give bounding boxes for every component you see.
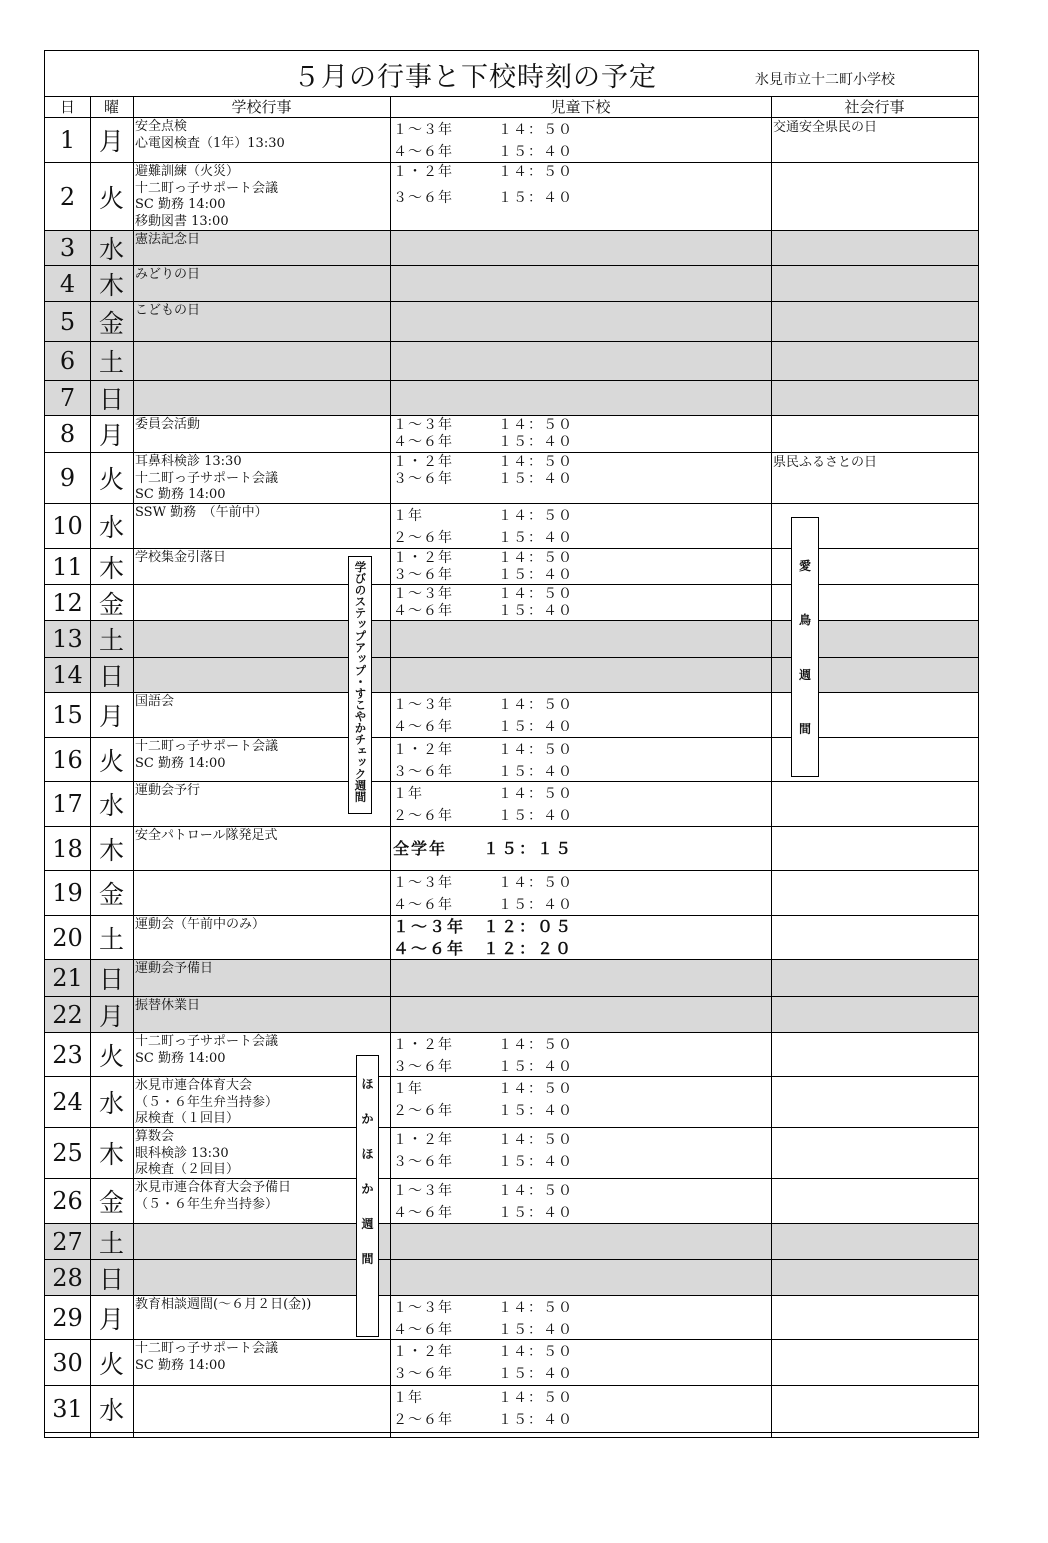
dismissal-times <box>393 659 771 692</box>
social-events <box>773 1297 978 1339</box>
weekday: 水 <box>98 235 124 264</box>
school-events: 学校集金引落日 <box>135 550 227 565</box>
weekday: 月 <box>98 127 124 156</box>
day-number: 11 <box>52 552 83 581</box>
school-events <box>135 382 389 415</box>
weekday: 日 <box>98 965 124 994</box>
social-events <box>773 1387 978 1432</box>
school-events: 運動会予行 <box>135 783 201 798</box>
table-row <box>45 827 978 871</box>
social-events <box>773 783 978 826</box>
dismissal-times: １年 １４：５０ ２～６年 １５：４０ <box>393 1390 573 1428</box>
weekday: 木 <box>98 835 124 865</box>
dismissal-times <box>393 1261 771 1295</box>
table-row <box>45 782 978 827</box>
school-events: 耳鼻科検診 13:30 十二町っ子サポート会議 SC 勤務 14:00 <box>135 454 279 502</box>
day-number: 22 <box>52 1000 83 1029</box>
table-row <box>45 916 978 960</box>
social-events <box>773 417 978 452</box>
week-label-hokahoka <box>356 1055 379 1337</box>
day-number: 6 <box>59 347 76 375</box>
weekday: 月 <box>98 1304 124 1334</box>
school-events: みどりの日 <box>135 267 201 282</box>
school-events: 運動会（午前中のみ） <box>135 917 266 932</box>
weekday: 木 <box>98 270 124 300</box>
column-divider <box>133 96 134 1437</box>
dismissal-times: １年 １４：５０ ２～６年 １５：４０ <box>393 786 573 824</box>
social-events <box>773 1225 978 1259</box>
table-row <box>45 504 978 549</box>
weekday: 水 <box>98 791 124 820</box>
social-events <box>773 1180 978 1223</box>
social-events <box>773 382 978 415</box>
table-row <box>45 1224 978 1260</box>
weekday: 火 <box>98 1041 124 1071</box>
table-row <box>45 163 978 231</box>
weekday: 火 <box>98 746 124 776</box>
school-events: 国語会 <box>135 694 175 709</box>
school-events <box>135 1225 389 1259</box>
week-label-hokahoka-char: ほ <box>361 1147 374 1161</box>
weekday: 土 <box>98 1228 124 1258</box>
weekday: 土 <box>98 348 124 377</box>
weekday: 月 <box>98 421 124 450</box>
week-label-manabi <box>348 556 372 814</box>
school-events: 憲法記念日 <box>135 232 201 247</box>
dismissal-times: １～３年 １２：０５ ４～６年 １２：２０ <box>393 919 574 958</box>
weekday: 金 <box>98 880 124 909</box>
weekday: 月 <box>98 702 124 731</box>
day-number: 5 <box>59 307 76 336</box>
social-events: 県民ふるさとの日 <box>773 455 878 470</box>
day-number: 13 <box>52 625 83 653</box>
dismissal-times: １・２年 １４：５０ ３～６年 １５：４０ <box>393 1037 573 1075</box>
day-number: 1 <box>59 126 76 154</box>
dismissal-times: １～３年 １４：５０ ４～６年 １５：４０ <box>393 417 573 450</box>
table-row <box>45 1296 978 1340</box>
day-number: 14 <box>52 661 83 689</box>
social-events <box>773 828 978 870</box>
day-number: 27 <box>52 1227 83 1256</box>
day-number: 2 <box>59 182 76 211</box>
table-row <box>45 549 978 585</box>
day-number: 28 <box>52 1263 83 1292</box>
weekday: 火 <box>98 183 124 213</box>
dismissal-times: 全学年 １５：１５ <box>393 841 574 858</box>
dismissal-times: １・２年 １４：５０ ３～６年 １５：４０ <box>393 742 573 780</box>
table-row <box>45 1260 978 1296</box>
social-events <box>773 1034 978 1076</box>
day-number: 8 <box>59 420 76 448</box>
day-number: 17 <box>52 790 83 818</box>
table-row <box>45 1033 978 1077</box>
day-number: 30 <box>52 1348 83 1377</box>
table-row <box>45 621 978 658</box>
weekday: 日 <box>98 385 124 414</box>
week-label-aicho-char: 鳥 <box>798 613 811 628</box>
day-number: 9 <box>59 464 76 492</box>
weekday: 金 <box>98 1188 124 1217</box>
weekday: 水 <box>98 1396 124 1425</box>
table-row <box>45 1340 978 1386</box>
table-row <box>45 1386 978 1433</box>
day-number: 16 <box>52 745 83 774</box>
week-label-hokahoka-char: 間 <box>361 1252 374 1266</box>
table-row <box>45 1179 978 1224</box>
weekday: 火 <box>98 465 124 494</box>
school-name: 氷見市立十二町小学校 <box>755 72 895 88</box>
school-events: 十二町っ子サポート会議 SC 勤務 14:00 <box>135 1034 279 1066</box>
dismissal-times <box>393 267 771 301</box>
dismissal-times <box>393 303 771 341</box>
dismissal-times: １～３年 １４：５０ ４～６年 １５：４０ <box>393 586 573 619</box>
school-events: 十二町っ子サポート会議 SC 勤務 14:00 <box>135 739 279 771</box>
weekday: 日 <box>98 1264 124 1294</box>
table-row <box>45 416 978 453</box>
table-row <box>45 231 978 266</box>
weekday: 水 <box>98 1089 124 1118</box>
social-events <box>773 872 978 915</box>
day-number: 19 <box>52 879 83 907</box>
dismissal-times <box>393 343 771 380</box>
dismissal-times <box>393 232 771 265</box>
school-events: 算数会 眼科検診 13:30 尿検査（２回目） <box>135 1129 240 1177</box>
day-number: 24 <box>52 1088 83 1116</box>
social-events <box>773 998 978 1032</box>
school-events: こどもの日 <box>135 303 201 318</box>
social-events <box>773 961 978 996</box>
week-label-hokahoka-char: ほ <box>361 1077 374 1091</box>
dismissal-times: １・２年 １４：５０ ３～６年 １５：４０ <box>393 164 573 206</box>
day-number: 29 <box>52 1303 83 1332</box>
school-events: 運動会予備日 <box>135 961 214 976</box>
day-number: 26 <box>52 1187 83 1215</box>
dismissal-times: １・２年 １４：５０ ３～６年 １５：４０ <box>393 454 573 487</box>
title-row <box>45 51 978 97</box>
school-events <box>135 1261 389 1295</box>
column-divider <box>390 96 391 1437</box>
header-weekday: 曜 <box>103 98 119 116</box>
dismissal-times: １・２年 １４：５０ ３～６年 １５：４０ <box>393 1344 573 1382</box>
day-number: 25 <box>52 1139 83 1167</box>
week-label-aicho-char: 週 <box>798 667 811 682</box>
column-divider <box>771 96 772 1437</box>
week-label-aicho-char: 間 <box>798 722 811 737</box>
dismissal-times: １～３年 １４：５０ ４～６年 １５：４０ <box>393 697 573 735</box>
week-label-hokahoka-char: 週 <box>361 1217 374 1231</box>
social-events <box>773 1341 978 1385</box>
school-events: 十二町っ子サポート会議 SC 勤務 14:00 <box>135 1341 279 1373</box>
dismissal-times <box>393 382 771 415</box>
day-number: 18 <box>52 834 83 863</box>
school-events: 避難訓練（火災） 十二町っ子サポート会議 SC 勤務 14:00 移動図書 13:00 <box>135 164 279 229</box>
day-number: 4 <box>59 269 76 298</box>
table-row <box>45 453 978 504</box>
day-number: 20 <box>52 923 83 952</box>
social-events <box>773 303 978 341</box>
school-events: SSW 勤務 （午前中） <box>135 505 268 520</box>
social-events <box>773 1078 978 1127</box>
school-events: 安全パトロール隊発足式 <box>135 828 278 843</box>
table-row <box>45 1077 978 1128</box>
table-row <box>45 302 978 342</box>
dismissal-times <box>393 998 771 1032</box>
week-label-manabi-text: 学びのステップアップ・すこやかチェック週間 <box>353 561 368 803</box>
table-row <box>45 871 978 916</box>
weekday: 土 <box>98 924 124 954</box>
day-number: 23 <box>52 1040 83 1069</box>
weekday: 火 <box>98 1349 124 1379</box>
dismissal-times: １～３年 １４：５０ ４～６年 １５：４０ <box>393 1183 573 1221</box>
header-day: 日 <box>59 98 75 116</box>
dismissal-times: １～３年 １４：５０ ４～６年 １５：４０ <box>393 1300 573 1338</box>
table-row <box>45 585 978 621</box>
weekday: 日 <box>98 662 124 691</box>
weekday: 金 <box>98 308 124 338</box>
header-row <box>45 96 978 118</box>
column-divider <box>90 96 91 1437</box>
school-events: 教育相談週間(～６月２日(金)) <box>135 1297 312 1312</box>
weekday: 土 <box>98 626 124 655</box>
school-events: 氷見市連合体育大会予備日 （５・６年生弁当持参） <box>135 1180 292 1212</box>
day-number: 12 <box>52 588 83 617</box>
table-row <box>45 997 978 1033</box>
dismissal-times: １年 １４：５０ ２～６年 １５：４０ <box>393 1081 573 1119</box>
social-events <box>773 232 978 265</box>
table-row <box>45 342 978 381</box>
table-row <box>45 381 978 416</box>
table-row <box>45 960 978 997</box>
school-events: 振替休業日 <box>135 998 201 1013</box>
school-events: 氷見市連合体育大会 （５・６年生弁当持参） 尿検査（１回目） <box>135 1078 279 1126</box>
day-number: 3 <box>59 234 76 262</box>
dismissal-times <box>393 1225 771 1259</box>
day-number: 31 <box>52 1395 83 1423</box>
header-dismissal: 児童下校 <box>550 98 611 116</box>
dismissal-times: １年 １４：５０ ２～６年 １５：４０ <box>393 508 573 546</box>
school-events <box>135 872 389 915</box>
social-events <box>773 917 978 959</box>
week-label-aicho-char: 愛 <box>798 558 811 573</box>
social-events <box>773 1129 978 1178</box>
weekday: 月 <box>98 1001 124 1031</box>
week-label-hokahoka-char: か <box>361 1182 374 1196</box>
dismissal-times <box>393 961 771 996</box>
weekday: 金 <box>98 589 124 619</box>
dismissal-times: １～３年 １４：５０ ４～６年 １５：４０ <box>393 122 573 160</box>
weekday: 木 <box>98 1140 124 1169</box>
header-social-events: 社会行事 <box>844 98 905 116</box>
social-events <box>773 1261 978 1295</box>
weekday: 木 <box>98 553 124 583</box>
social-events <box>773 343 978 380</box>
day-number: 10 <box>52 512 83 540</box>
table-row <box>45 738 978 782</box>
dismissal-times: １・２年 １４：５０ ３～６年 １５：４０ <box>393 1132 573 1170</box>
header-school-events: 学校行事 <box>231 98 292 116</box>
dismissal-times <box>393 622 771 657</box>
weekday: 水 <box>98 513 124 542</box>
school-events <box>135 343 389 380</box>
social-events: 交通安全県民の日 <box>773 120 878 135</box>
table-row <box>45 1128 978 1179</box>
school-events <box>135 1387 389 1432</box>
table-row <box>45 266 978 302</box>
school-events: 委員会活動 <box>135 417 201 432</box>
social-events <box>773 267 978 301</box>
social-events <box>773 164 978 230</box>
school-events: 安全点検 心電図検査（1年）13:30 <box>135 119 285 151</box>
day-number: 21 <box>52 964 83 992</box>
day-number: 15 <box>52 701 83 729</box>
week-label-aicho <box>791 517 819 777</box>
dismissal-times: １～３年 １４：５０ ４～６年 １５：４０ <box>393 875 573 913</box>
table-row <box>45 693 978 738</box>
table-row <box>45 658 978 693</box>
dismissal-times: １・２年 １４：５０ ３～６年 １５：４０ <box>393 550 573 583</box>
day-number: 7 <box>59 384 76 412</box>
schedule-sheet <box>44 50 979 1438</box>
week-label-hokahoka-char: か <box>361 1112 374 1126</box>
table-row <box>45 118 978 163</box>
page-title: ５月の行事と下校時刻の予定 <box>293 62 657 93</box>
